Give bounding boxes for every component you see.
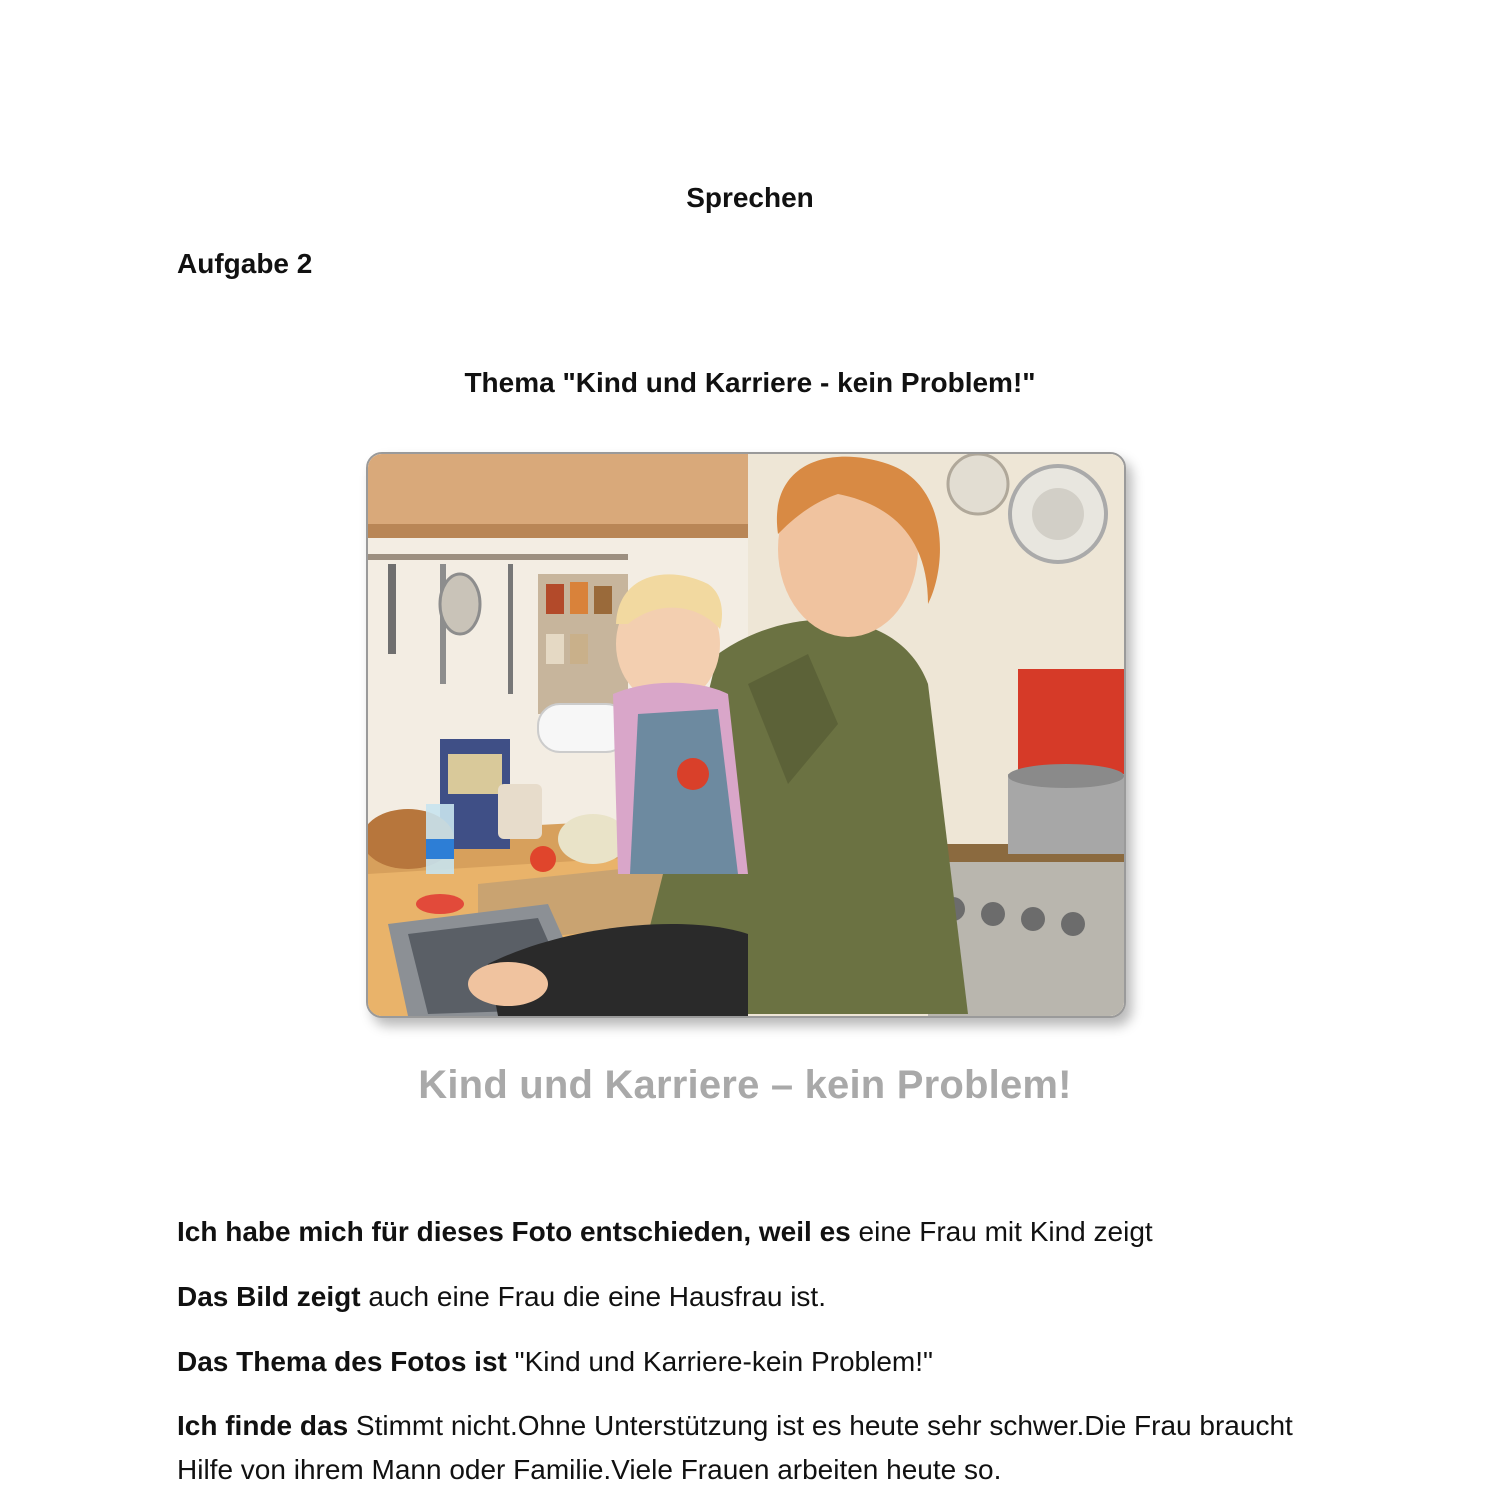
paragraph-1-text: eine Frau mit Kind zeigt — [850, 1216, 1153, 1247]
task-heading: Aufgabe 2 — [177, 248, 313, 279]
paragraph-1 — [177, 1210, 1337, 1254]
kitchen-photo — [366, 452, 1126, 1018]
paragraph-3 — [177, 1340, 1337, 1384]
paragraph-3-lead: Das Thema des Fotos ist — [177, 1346, 507, 1377]
paragraph-3-text: "Kind und Karriere-kein Problem!" — [506, 1346, 933, 1377]
paragraph-1-lead: Ich habe mich für dieses Foto entschieden, weil es — [177, 1216, 851, 1247]
page-title: Sprechen — [686, 182, 814, 213]
paragraph-2-text: auch eine Frau die eine Hausfrau ist. — [360, 1281, 826, 1312]
paragraph-4 — [177, 1404, 1337, 1492]
paragraph-4-lead: Ich finde das — [177, 1410, 349, 1441]
topic-heading: Thema "Kind und Karriere - kein Problem!" — [464, 367, 1036, 398]
paragraph-4-text: Stimmt nicht.Ohne Unterstützung ist es heute sehr schwer.Die Frau braucht Hilfe von ihrem Mann oder Familie.Viele Frauen arbeiten heute so. — [177, 1410, 1293, 1485]
paragraph-2-lead: Das Bild zeigt — [177, 1281, 361, 1312]
photo-caption: Kind und Karriere – kein Problem! — [418, 1063, 1072, 1107]
paragraph-2 — [177, 1275, 1337, 1319]
